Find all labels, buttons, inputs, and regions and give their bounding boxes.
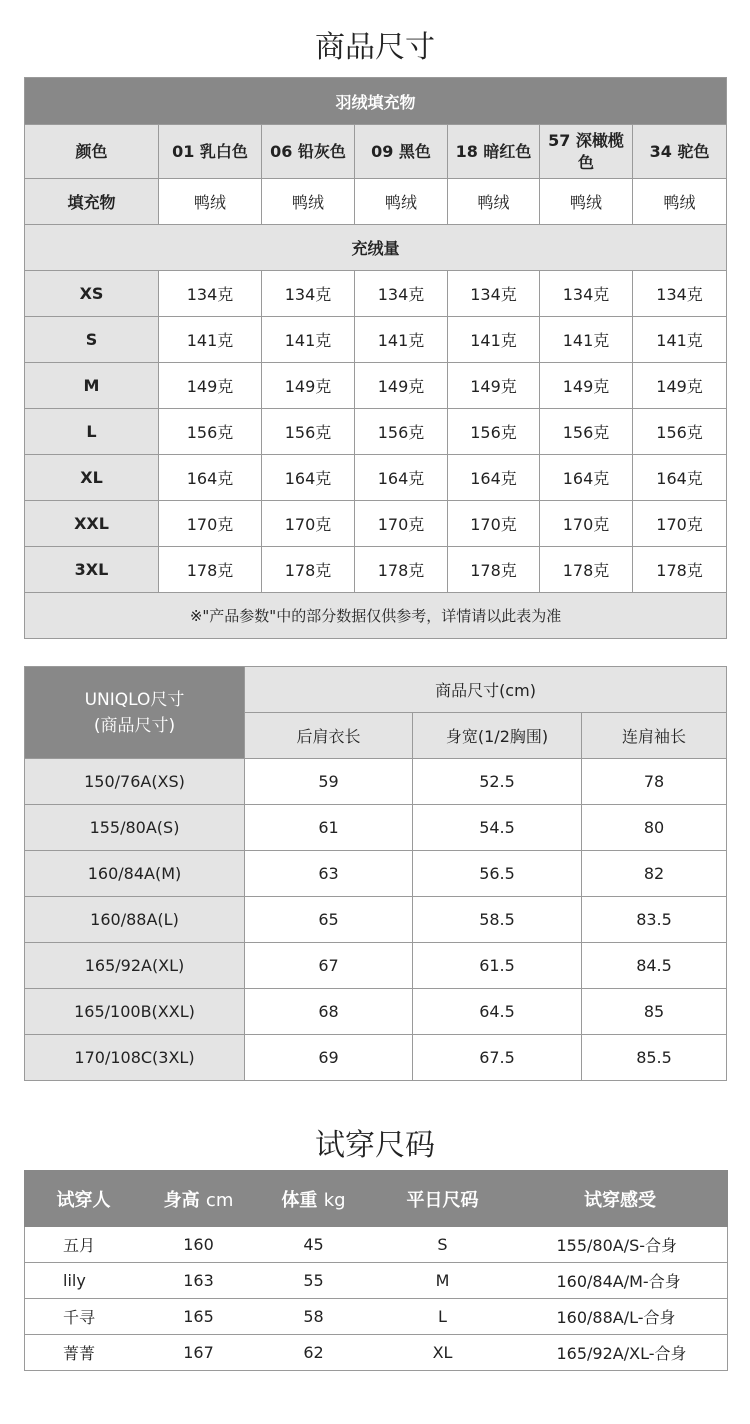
- header-weight-label: 体重: [281, 1189, 318, 1211]
- fill-cell: 鸭绒: [159, 179, 262, 225]
- header-weight-unit: kg: [323, 1189, 346, 1211]
- amount-cell: 170克: [355, 501, 448, 547]
- measure-cell: 80: [582, 805, 727, 851]
- fill-cell: 鸭绒: [355, 179, 448, 225]
- size-label: 170/108C(3XL): [25, 1035, 245, 1081]
- table-row: [25, 1035, 727, 1081]
- amount-cell: 156克: [159, 409, 262, 455]
- amount-cell: 134克: [355, 271, 448, 317]
- size-label: 160/88A(L): [25, 897, 245, 943]
- fill-cell: 鸭绒: [540, 179, 633, 225]
- amount-cell: 149克: [355, 363, 448, 409]
- column-header: 连肩袖长: [582, 713, 727, 759]
- measure-cell: 58.5: [413, 897, 582, 943]
- tester-name: 菁菁: [25, 1335, 143, 1371]
- measure-cell: 52.5: [413, 759, 582, 805]
- amount-cell: 141克: [262, 317, 355, 363]
- amount-cell: 156克: [262, 409, 355, 455]
- amount-cell: 170克: [633, 501, 727, 547]
- fill-label: 填充物: [25, 179, 159, 225]
- amount-cell: 141克: [159, 317, 262, 363]
- amount-cell: 149克: [540, 363, 633, 409]
- tester-weight: 55: [255, 1263, 373, 1299]
- amount-cell: 149克: [633, 363, 727, 409]
- tester-size: XL: [373, 1335, 513, 1371]
- amount-cell: 170克: [262, 501, 355, 547]
- header-person: 试穿人: [25, 1171, 143, 1227]
- table-row: [25, 943, 727, 989]
- tester-size: M: [373, 1263, 513, 1299]
- fitting-table: [24, 1170, 728, 1371]
- amount-cell: 178克: [355, 547, 448, 593]
- table-row: [25, 363, 727, 409]
- table-row: [25, 547, 727, 593]
- header-feel: 试穿感受: [513, 1171, 728, 1227]
- size-label: S: [25, 317, 159, 363]
- table-row: [25, 1263, 728, 1299]
- table-row: [25, 317, 727, 363]
- tester-name: 千寻: [25, 1299, 143, 1335]
- tester-size: S: [373, 1227, 513, 1263]
- size-corner-header: [25, 667, 245, 759]
- tester-size: L: [373, 1299, 513, 1335]
- amount-cell: 156克: [355, 409, 448, 455]
- table-row: [25, 851, 727, 897]
- color-cell: 18 暗红色: [448, 125, 540, 179]
- table-row: [25, 455, 727, 501]
- table-row: [25, 805, 727, 851]
- amount-cell: 170克: [448, 501, 540, 547]
- size-label: L: [25, 409, 159, 455]
- amount-cell: 156克: [540, 409, 633, 455]
- measure-cell: 61: [245, 805, 413, 851]
- size-label: 3XL: [25, 547, 159, 593]
- amount-cell: 164克: [355, 455, 448, 501]
- tester-feel: 160/84A/M-合身: [513, 1263, 728, 1299]
- amount-cell: 178克: [633, 547, 727, 593]
- measurement-group-header: 商品尺寸(cm): [245, 667, 727, 713]
- down-fill-header: 羽绒填充物: [25, 78, 727, 125]
- measure-cell: 67: [245, 943, 413, 989]
- fill-row: [25, 179, 727, 225]
- measure-cell: 85: [582, 989, 727, 1035]
- size-measurement-table: [24, 666, 727, 1081]
- color-cell: 06 铅灰色: [262, 125, 355, 179]
- amount-cell: 141克: [633, 317, 727, 363]
- amount-cell: 170克: [540, 501, 633, 547]
- table-row: [25, 897, 727, 943]
- measure-cell: 65: [245, 897, 413, 943]
- measure-cell: 63: [245, 851, 413, 897]
- page-title: 商品尺寸: [315, 30, 435, 65]
- table-row: [25, 501, 727, 547]
- amount-cell: 156克: [448, 409, 540, 455]
- tester-feel: 155/80A/S-合身: [513, 1227, 728, 1263]
- table-row: [25, 1335, 728, 1371]
- amount-cell: 178克: [262, 547, 355, 593]
- amount-cell: 134克: [262, 271, 355, 317]
- amount-cell: 134克: [633, 271, 727, 317]
- fill-cell: 鸭绒: [448, 179, 540, 225]
- header-height-label: 身高: [163, 1189, 200, 1211]
- column-header: 身宽(1/2胸围): [413, 713, 582, 759]
- amount-cell: 149克: [448, 363, 540, 409]
- section-title-fitting: 试穿尺码: [315, 1128, 435, 1163]
- amount-cell: 164克: [448, 455, 540, 501]
- color-cell: 01 乳白色: [159, 125, 262, 179]
- measure-cell: 56.5: [413, 851, 582, 897]
- table-row: [25, 409, 727, 455]
- corner-line-1: UNIQLO尺寸: [84, 689, 185, 710]
- column-header: 后肩衣长: [245, 713, 413, 759]
- size-label: 155/80A(S): [25, 805, 245, 851]
- color-cell: 34 驼色: [633, 125, 727, 179]
- corner-line-2: (商品尺寸): [93, 715, 176, 736]
- color-cell: 57 深橄榄 色: [540, 125, 633, 179]
- table-row: [25, 271, 727, 317]
- size-label: 160/84A(M): [25, 851, 245, 897]
- amount-cell: 178克: [540, 547, 633, 593]
- amount-cell: 164克: [159, 455, 262, 501]
- tester-height: 167: [143, 1335, 255, 1371]
- size-label: XS: [25, 271, 159, 317]
- tester-feel: 160/88A/L-合身: [513, 1299, 728, 1335]
- amount-cell: 141克: [355, 317, 448, 363]
- header-weight: [255, 1171, 373, 1227]
- tester-name: 五月: [25, 1227, 143, 1263]
- color-cell: 09 黑色: [355, 125, 448, 179]
- measure-cell: 84.5: [582, 943, 727, 989]
- amount-cell: 178克: [448, 547, 540, 593]
- size-label: M: [25, 363, 159, 409]
- tester-height: 160: [143, 1227, 255, 1263]
- measure-cell: 83.5: [582, 897, 727, 943]
- tester-name: lily: [25, 1263, 143, 1299]
- amount-cell: 134克: [540, 271, 633, 317]
- color-row: [25, 125, 727, 179]
- header-usual-size: 平日尺码: [373, 1171, 513, 1227]
- header-height: [143, 1171, 255, 1227]
- amount-cell: 149克: [262, 363, 355, 409]
- table-row: [25, 1227, 728, 1263]
- measure-cell: 67.5: [413, 1035, 582, 1081]
- tester-weight: 45: [255, 1227, 373, 1263]
- amount-cell: 149克: [159, 363, 262, 409]
- measure-cell: 61.5: [413, 943, 582, 989]
- measure-cell: 78: [582, 759, 727, 805]
- tester-height: 163: [143, 1263, 255, 1299]
- table-row: [25, 759, 727, 805]
- amount-cell: 134克: [448, 271, 540, 317]
- size-label: 165/92A(XL): [25, 943, 245, 989]
- table-note: ※"产品参数"中的部分数据仅供参考，详情请以此表为准: [25, 593, 727, 639]
- fill-cell: 鸭绒: [262, 179, 355, 225]
- measure-cell: 64.5: [413, 989, 582, 1035]
- size-label: XL: [25, 455, 159, 501]
- size-label: 165/100B(XXL): [25, 989, 245, 1035]
- measure-cell: 82: [582, 851, 727, 897]
- amount-cell: 164克: [633, 455, 727, 501]
- header-height-unit: cm: [205, 1189, 234, 1211]
- fill-amount-header: 充绒量: [25, 225, 727, 271]
- measure-cell: 68: [245, 989, 413, 1035]
- amount-cell: 164克: [262, 455, 355, 501]
- tester-weight: 62: [255, 1335, 373, 1371]
- size-label: XXL: [25, 501, 159, 547]
- tester-feel: 165/92A/XL-合身: [513, 1335, 728, 1371]
- down-fill-table: [24, 77, 727, 639]
- amount-cell: 164克: [540, 455, 633, 501]
- amount-cell: 170克: [159, 501, 262, 547]
- measure-cell: 85.5: [582, 1035, 727, 1081]
- measure-cell: 59: [245, 759, 413, 805]
- amount-cell: 156克: [633, 409, 727, 455]
- size-label: 150/76A(XS): [25, 759, 245, 805]
- amount-cell: 141克: [448, 317, 540, 363]
- amount-cell: 178克: [159, 547, 262, 593]
- table-row: [25, 989, 727, 1035]
- tester-weight: 58: [255, 1299, 373, 1335]
- color-label: 颜色: [25, 125, 159, 179]
- amount-cell: 134克: [159, 271, 262, 317]
- tester-height: 165: [143, 1299, 255, 1335]
- fill-cell: 鸭绒: [633, 179, 727, 225]
- amount-cell: 141克: [540, 317, 633, 363]
- table-row: [25, 1299, 728, 1335]
- measure-cell: 54.5: [413, 805, 582, 851]
- measure-cell: 69: [245, 1035, 413, 1081]
